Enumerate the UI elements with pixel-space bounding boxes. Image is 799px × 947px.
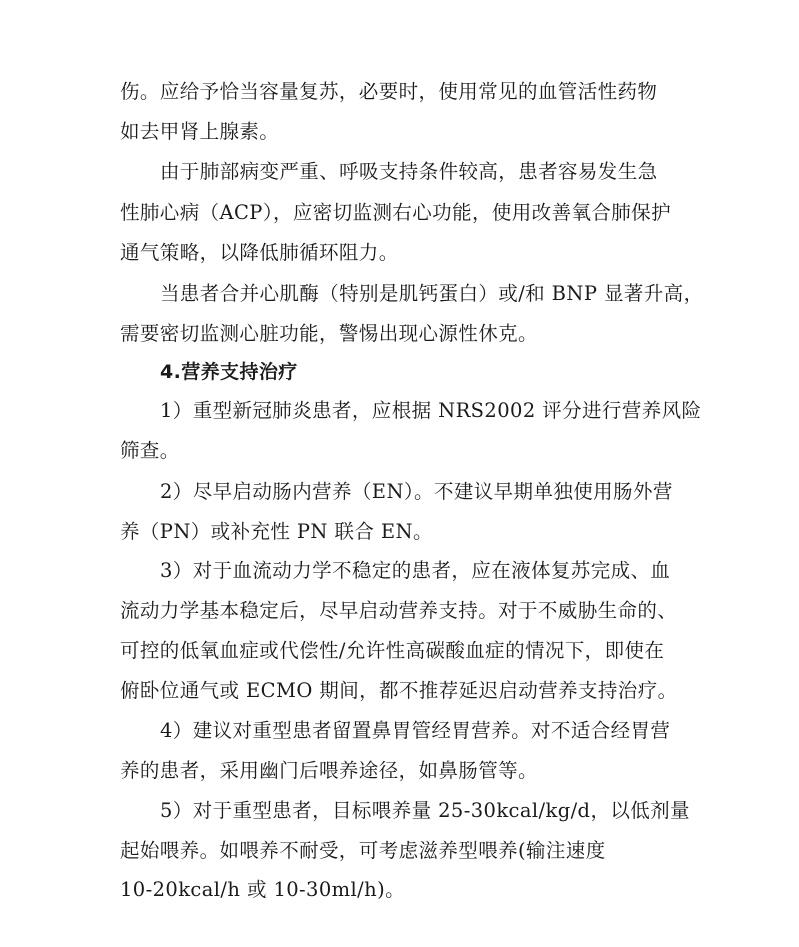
text-line: 10-20kcal/h 或 10-30ml/h)。 [120, 878, 406, 901]
text-line: 由于肺部病变严重、呼吸支持条件较高，患者容易发生急 [160, 160, 658, 183]
text-line: 伤。应给予恰当容量复苏，必要时，使用常见的血管活性药物 [120, 80, 658, 103]
text-line: 4）建议对重型患者留置鼻胃管经胃营养。对不适合经胃营 [160, 719, 671, 742]
section-heading: 4.营养支持治疗 [160, 361, 298, 383]
text-line: 养的患者，采用幽门后喂养途径，如鼻肠管等。 [120, 759, 538, 782]
text-line: 需要密切监测心脏功能，警惕出现心源性休克。 [120, 322, 538, 345]
text-line: 俯卧位通气或 ECMO 期间，都不推荐延迟启动营养支持治疗。 [120, 679, 678, 702]
text-line: 流动力学基本稳定后，尽早启动营养支持。对于不威胁生命的、 [120, 599, 678, 622]
text-line: 可控的低氧血症或代偿性/允许性高碳酸血症的情况下，即使在 [120, 639, 665, 662]
text-line: 当患者合并心肌酶（特别是肌钙蛋白）或/和 BNP 显著升高， [160, 282, 704, 305]
text-line: 性肺心病（ACP），应密切监测右心功能，使用改善氧合肺保护 [120, 201, 671, 224]
text-line: 5）对于重型患者，目标喂养量 25-30kcal/kg/d，以低剂量 [160, 799, 690, 822]
text-line: 筛查。 [120, 439, 180, 462]
text-line: 养（PN）或补充性 PN 联合 EN。 [120, 520, 433, 543]
text-line: 起始喂养。如喂养不耐受，可考虑滋养型喂养(输注速度 [120, 839, 606, 862]
text-line: 2）尽早启动肠内营养（EN）。不建议早期单独使用肠外营 [160, 480, 673, 503]
text-line: 1）重型新冠肺炎患者，应根据 NRS2002 评分进行营养风险 [160, 399, 702, 422]
text-line: 如去甲肾上腺素。 [120, 120, 280, 143]
text-line: 通气策略，以降低肺循环阻力。 [120, 241, 399, 264]
text-line: 3）对于血流动力学不稳定的患者，应在液体复苏完成、血 [160, 559, 671, 582]
